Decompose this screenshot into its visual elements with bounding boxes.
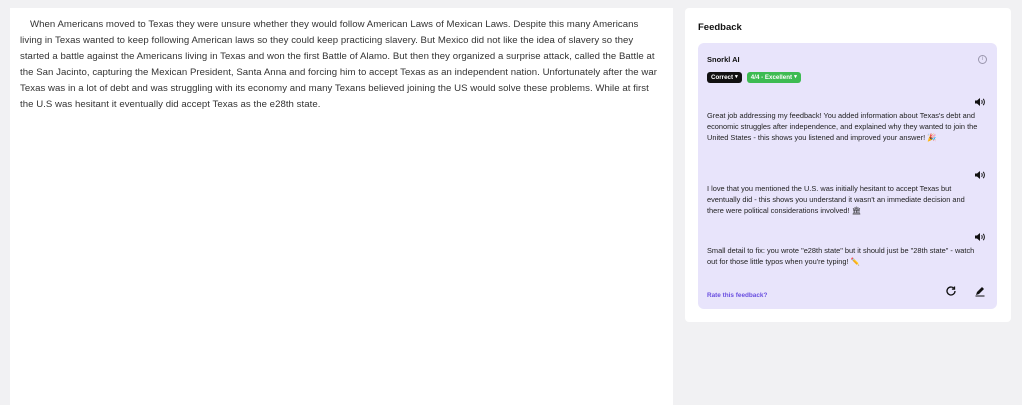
- correctness-label: Correct: [711, 74, 734, 81]
- score-label: 4/4 - Excellent: [750, 74, 793, 81]
- chevron-down-icon: ▾: [794, 74, 797, 80]
- feedback-item: Great job addressing my feedback! You added information about Texas's debt and economic struggles after independence, and explained why they wanted to join the United States - this shows you listened and improved your answer! 🎉: [707, 111, 978, 142]
- ai-feedback-box: [698, 43, 997, 309]
- ai-name: Snorkl AI: [707, 55, 740, 64]
- score-badge[interactable]: [747, 72, 801, 83]
- feedback-panel: [685, 8, 1011, 322]
- badge-row: [707, 72, 801, 83]
- essay-text[interactable]: When Americans moved to Texas they were unsure whether they would follow American Laws of Mexican Laws. Despite this many Americans living in Texas wanted to keep following American laws so they could keep practicing slavery. But Mexico did not like the idea of slavery so they started a battle against the Americans living in Texas and won the first Battle of Alamo. But then they organized a surprise attack, called the Battle at the San Jacinto, capturing the Mexican President, Santa Anna and forcing him to accept Texas as an independent nation. Unfortunately after the war Texas was in a lot of debt and was struggling with its economy and many Texans believed joining the US would solve these problems. While at first the U.S was hesitant it eventually did accept Texas as the e28th state.: [20, 19, 657, 110]
- rate-feedback-link[interactable]: Rate this feedback?: [707, 292, 768, 299]
- chevron-down-icon: ▾: [735, 74, 738, 80]
- feedback-item: Small detail to fix: you wrote "e28th state" but it should just be "28th state" - watch out for those little typos when you're typing! ✏️: [707, 246, 975, 266]
- speaker-icon[interactable]: [974, 232, 986, 242]
- feedback-item: I love that you mentioned the U.S. was initially hesitant to accept Texas but eventually did - this shows you understand it wasn't an immediate decision and there were political considerations involved! 🏛: [707, 184, 965, 215]
- refresh-icon[interactable]: [945, 285, 957, 297]
- essay-panel[interactable]: [10, 8, 673, 405]
- speaker-icon[interactable]: [974, 170, 986, 180]
- feedback-title: Feedback: [698, 22, 742, 33]
- speaker-icon[interactable]: [974, 97, 986, 107]
- correctness-badge[interactable]: [707, 72, 742, 83]
- info-icon[interactable]: i: [978, 55, 987, 64]
- edit-icon[interactable]: [974, 285, 986, 297]
